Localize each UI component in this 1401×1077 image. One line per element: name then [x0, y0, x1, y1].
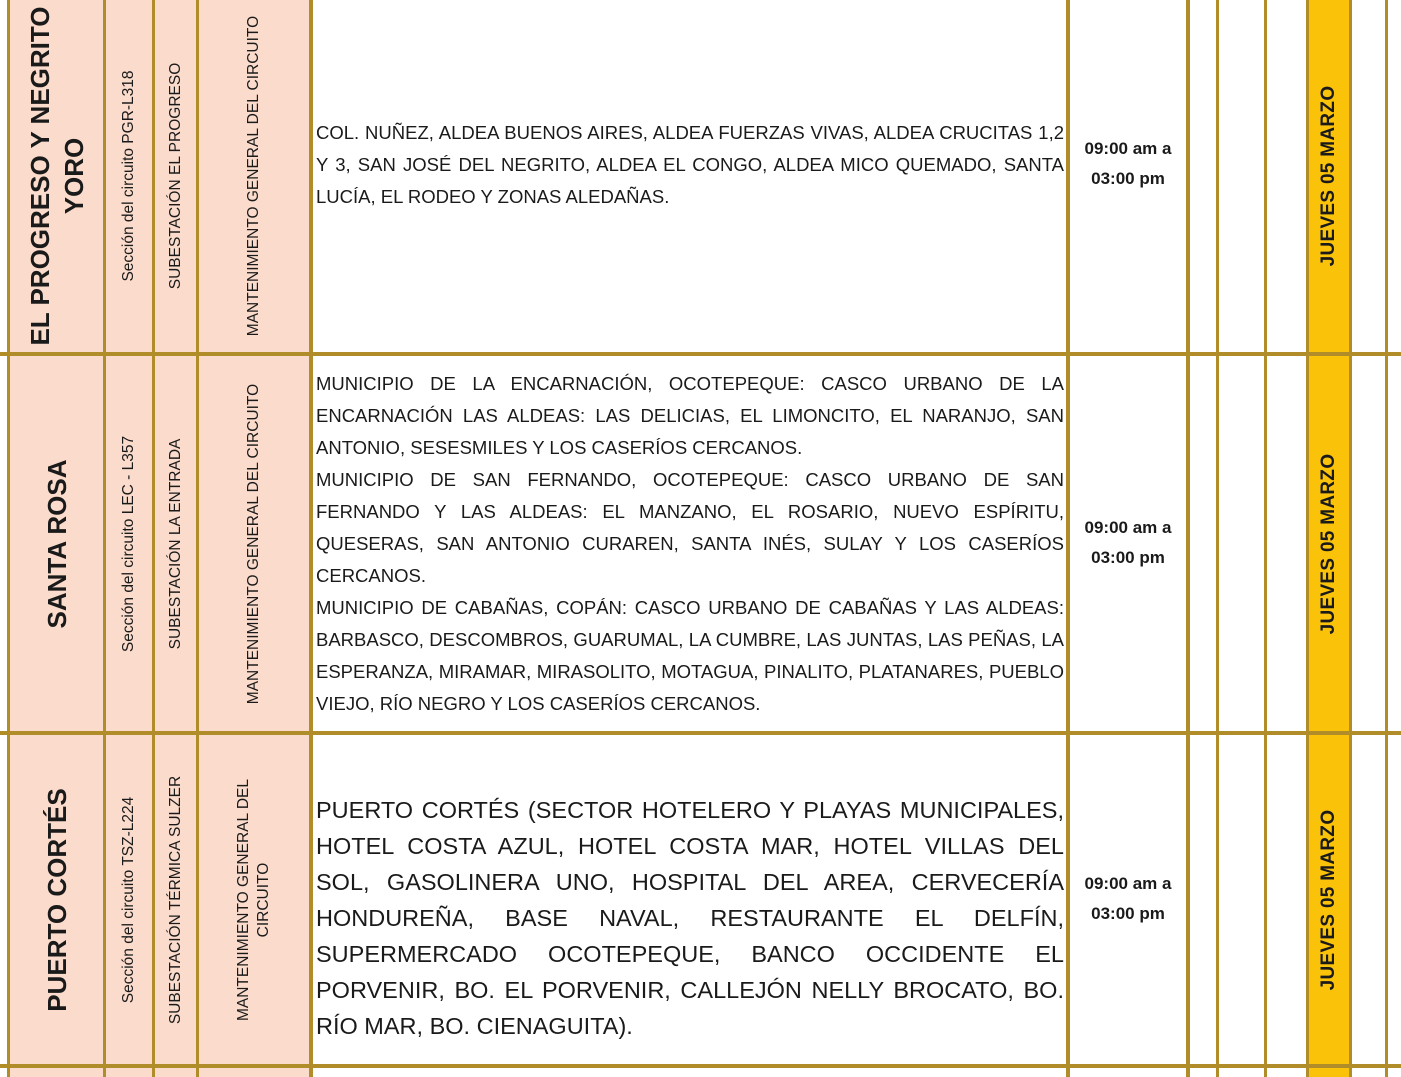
day-cell: [1309, 735, 1349, 1064]
grid-line: [196, 0, 199, 1077]
work-cell: [199, 356, 309, 731]
grid-line: [1186, 0, 1190, 1077]
day-label: JUEVES 05 MARZO: [1318, 809, 1339, 990]
section-label: Sección del circuito LEC - L357: [120, 435, 137, 652]
grid-line: [1385, 0, 1388, 1077]
time-range: [1070, 134, 1186, 194]
section-label: Sección del circuito PGR-L318: [120, 70, 137, 282]
time-start: 09:00 am a: [1084, 874, 1172, 893]
grid-line: [1216, 0, 1219, 1077]
section-cell: [106, 356, 152, 731]
day-cell: [1309, 356, 1349, 731]
areas-paragraph: PUERTO CORTÉS (SECTOR HOTELERO Y PLAYAS MUNICIPALES, HOTEL COSTA AZUL, HOTEL COSTA MAR, HOTEL VILLAS DEL SOL, GASOLINERA UNO, HOSPITAL DEL AREA, CERVECERÍA HONDUREÑA, BASE NAVAL, RESTAURANTE EL DELFÍN, SUPERMERCADO OCOTEPEQUE, BANCO OCCIDENTE EL PORVENIR, BO. EL PORVENIR, CALLEJÓN NELLY BROCATO, BO. RÍO MAR, BO. CIENAGUITA).: [316, 797, 1064, 1039]
work-label: MANTENIMIENTO GENERAL DEL CIRCUITO: [235, 778, 272, 1021]
grid-line: [103, 0, 106, 1077]
areas-paragraph: MUNICIPIO DE CABAÑAS, COPÁN: CASCO URBANO DE CABAÑAS Y LAS ALDEAS: BARBASCO, DESCOMBROS, GUARUMAL, LA CUMBRE, LAS JUNTAS, LAS PEÑAS, LA ESPERANZA, MIRAMAR, MIRASOLITO, MOTAGUA, PINALITO, PLATANARES, PUEBLO VIEJO, RÍO NEGRO Y LOS CASERÍOS CERCANOS.: [316, 597, 1064, 714]
place-label: EL PROGRESO Y NEGRITO YORO: [24, 6, 89, 346]
substation-cell: [155, 0, 196, 352]
time-range: [1070, 869, 1186, 929]
place-label: PUERTO CORTÉS: [41, 787, 72, 1012]
areas-paragraph: MUNICIPIO DE SAN FERNANDO, OCOTEPEQUE: CASCO URBANO DE SAN FERNANDO Y LAS ALDEAS: EL MANZANO, EL ROSARIO, NUEVO ESPÍRITU, QUESERAS, SAN ANTONIO CURAREN, SANTA INÉS, SULAY Y LOS CASERÍOS CERCANOS.: [316, 469, 1064, 586]
time-end: 03:00 pm: [1091, 548, 1165, 567]
section-cell: [106, 1068, 152, 1077]
place-label: SANTA ROSA: [41, 459, 72, 628]
section-label: Sección del circuito TSZ-L224: [120, 796, 137, 1003]
grid-line: [7, 0, 10, 1077]
place-cell: [10, 735, 103, 1064]
place-cell: [10, 0, 103, 352]
areas-text: [316, 792, 1064, 1044]
grid-line: [0, 352, 1401, 356]
day-label: JUEVES 05 MARZO: [1318, 85, 1339, 267]
grid-line: [1349, 0, 1352, 1077]
section-cell: [106, 0, 152, 352]
substation-cell: [155, 1068, 196, 1077]
day-label: JUEVES 05 MARZO: [1318, 453, 1339, 634]
areas-paragraph: MUNICIPIO DE LA ENCARNACIÓN, OCOTEPEQUE: CASCO URBANO DE LA ENCARNACIÓN LAS ALDEAS: LAS DELICIAS, EL LIMONCITO, EL NARANJO, SAN ANTONIO, SESESMILES Y LOS CASERÍOS CERCANOS.: [316, 373, 1064, 458]
place-cell: [10, 356, 103, 731]
grid-line: [1264, 0, 1267, 1077]
substation-label: SUBESTACIÓN LA ENTRADA: [166, 438, 184, 649]
work-label: MANTENIMIENTO GENERAL DEL CIRCUITO: [245, 15, 262, 337]
day-cell: [1309, 0, 1349, 352]
work-cell: [199, 1068, 309, 1077]
grid-line: [309, 0, 313, 1077]
time-start: 09:00 am a: [1084, 518, 1172, 537]
grid-line: [152, 0, 155, 1077]
substation-cell: [155, 735, 196, 1064]
areas-text: [316, 368, 1064, 720]
place-cell: [10, 1068, 103, 1077]
day-cell: [1309, 1068, 1349, 1077]
substation-label: SUBESTACIÓN EL PROGRESO: [166, 62, 184, 290]
time-end: 03:00 pm: [1091, 169, 1165, 188]
areas-paragraph: COL. NUÑEZ, ALDEA BUENOS AIRES, ALDEA FUERZAS VIVAS, ALDEA CRUCITAS 1,2 Y 3, SAN JOSÉ DEL NEGRITO, ALDEA EL CONGO, ALDEA MICO QUEMADO, SANTA LUCÍA, EL RODEO Y ZONAS ALEDAÑAS.: [316, 122, 1064, 207]
substation-label: SUBESTACIÓN TÉRMICA SULZER: [166, 775, 184, 1024]
work-cell: [199, 735, 309, 1064]
grid-line: [1066, 0, 1070, 1077]
areas-text: [316, 117, 1064, 213]
work-label: MANTENIMIENTO GENERAL DEL CIRCUITO: [245, 383, 262, 704]
substation-cell: [155, 356, 196, 731]
time-range: [1070, 513, 1186, 573]
grid-line: [1306, 0, 1309, 1077]
time-end: 03:00 pm: [1091, 904, 1165, 923]
grid-line: [0, 1064, 1401, 1068]
section-cell: [106, 735, 152, 1064]
grid-line: [0, 731, 1401, 735]
work-cell: [199, 0, 309, 352]
time-start: 09:00 am a: [1084, 139, 1172, 158]
